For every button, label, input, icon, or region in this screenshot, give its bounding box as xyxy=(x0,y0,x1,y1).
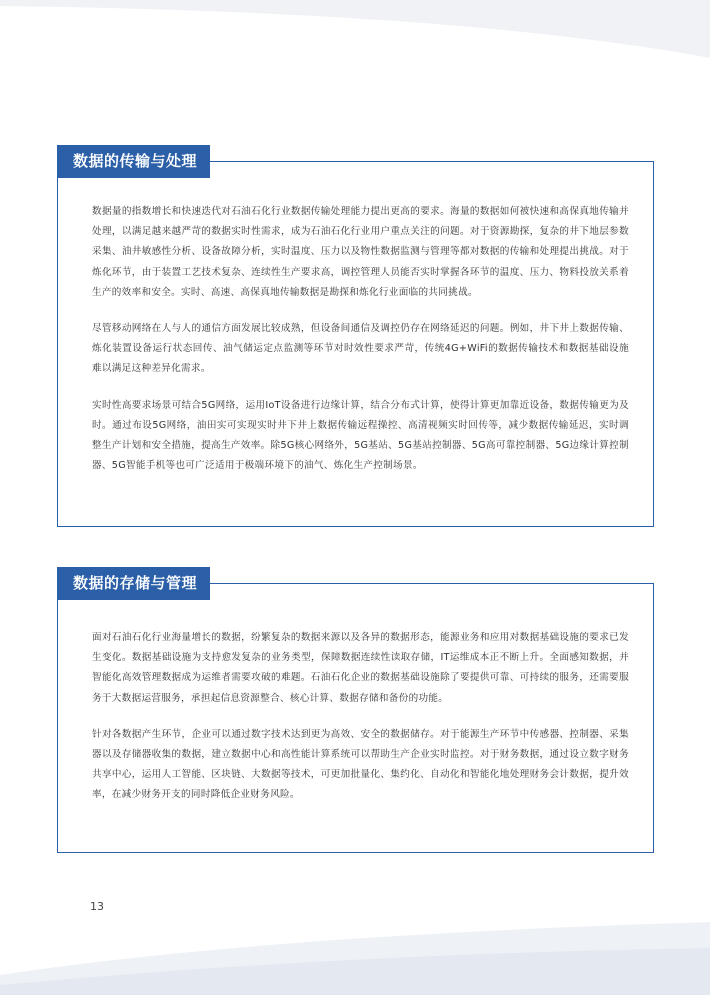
section-body xyxy=(92,628,629,822)
paragraph: 尽管移动网络在人与人的通信方面发展比较成熟，但设备间通信及调控仍存在网络延迟的问题。例如，井下井上数据传输、炼化装置设备运行状态回传、油气储运定点监测等环节对时效性要求严苛，传统4G+WiFi的数据传输技术和数据基础设施难以满足这种差异化需求。 xyxy=(92,323,629,375)
section-data-storage xyxy=(57,583,654,853)
paragraph: 针对各数据产生环节，企业可以通过数字技术达到更为高效、安全的数据储存。对于能源生产环节中传感器、控制器、采集器以及存储器收集的数据，建立数据中心和高性能计算系统可以帮助生产企业实时监控。对于财务数据，通过设立数字财务共享中心，运用人工智能、区块链、大数据等技术，可更加批量化、集约化、自动化和智能化地处理财务会计数据，提升效率，在减少财务开支的同时降低企业财务风险。 xyxy=(92,728,629,801)
paragraph: 实时性高要求场景可结合5G网络，运用IoT设备进行边缘计算，结合分布式计算，使得计算更加靠近设备，数据传输更为及时。通过布设5G网络，油田实可实现实时井下井上数据传输远程操控、高清视频实时回传等，减少数据传输延迟，实时调整生产计划和安全措施，提高生产效率。除5G核心网络外，5G基站、5G基站控制器、5G高可靠控制器、5G边缘计算控制器、5G智能手机等也可广泛适用于极端环境下的油气、炼化生产控制场景。 xyxy=(92,399,629,472)
section-data-transmission xyxy=(57,161,654,527)
paragraph: 面对石油石化行业海量增长的数据，纷繁复杂的数据来源以及各异的数据形态，能源业务和应用对数据基础设施的要求已发生变化。数据基础设施为支持愈发复杂的业务类型，保障数据连续性读取存储，IT运维成本正不断上升。全面感知数据，并智能化高效管理数据成为运维者需要攻破的难题。石油石化企业的数据基础设施除了要提供可靠、可持续的服务，还需要服务于大数据运营服务，承担起信息资源整合、核心计算、数据存储和备份的功能。 xyxy=(92,632,629,704)
footer-wave-decoration xyxy=(0,900,710,995)
header-wave-decoration xyxy=(0,0,710,70)
page-number: 13 xyxy=(90,900,104,913)
paragraph: 数据量的指数增长和快速迭代对石油石化行业数据传输处理能力提出更高的要求。海量的数据如何被快速和高保真地传输并处理，以满足越来越严苛的数据实时性需求，成为石油石化行业用户重点关注的问题。对于资源勘探，复杂的井下地层参数采集、油井敏感性分析、设备故障分析，实时温度、压力以及物性数据监测与管理等都对数据的传输和处理提出挑战。对于炼化环节，由于装置工艺技术复杂、连续性生产要求高，调控管理人员能否实时掌握各环节的温度、压力、物料投放关系着生产的效率和安全。实时、高速、高保真地传输数据是勘探和炼化行业面临的共同挑战。 xyxy=(92,206,629,298)
section-title: 数据的存储与管理 xyxy=(57,567,210,600)
section-body xyxy=(92,202,629,492)
section-title: 数据的传输与处理 xyxy=(57,145,210,178)
